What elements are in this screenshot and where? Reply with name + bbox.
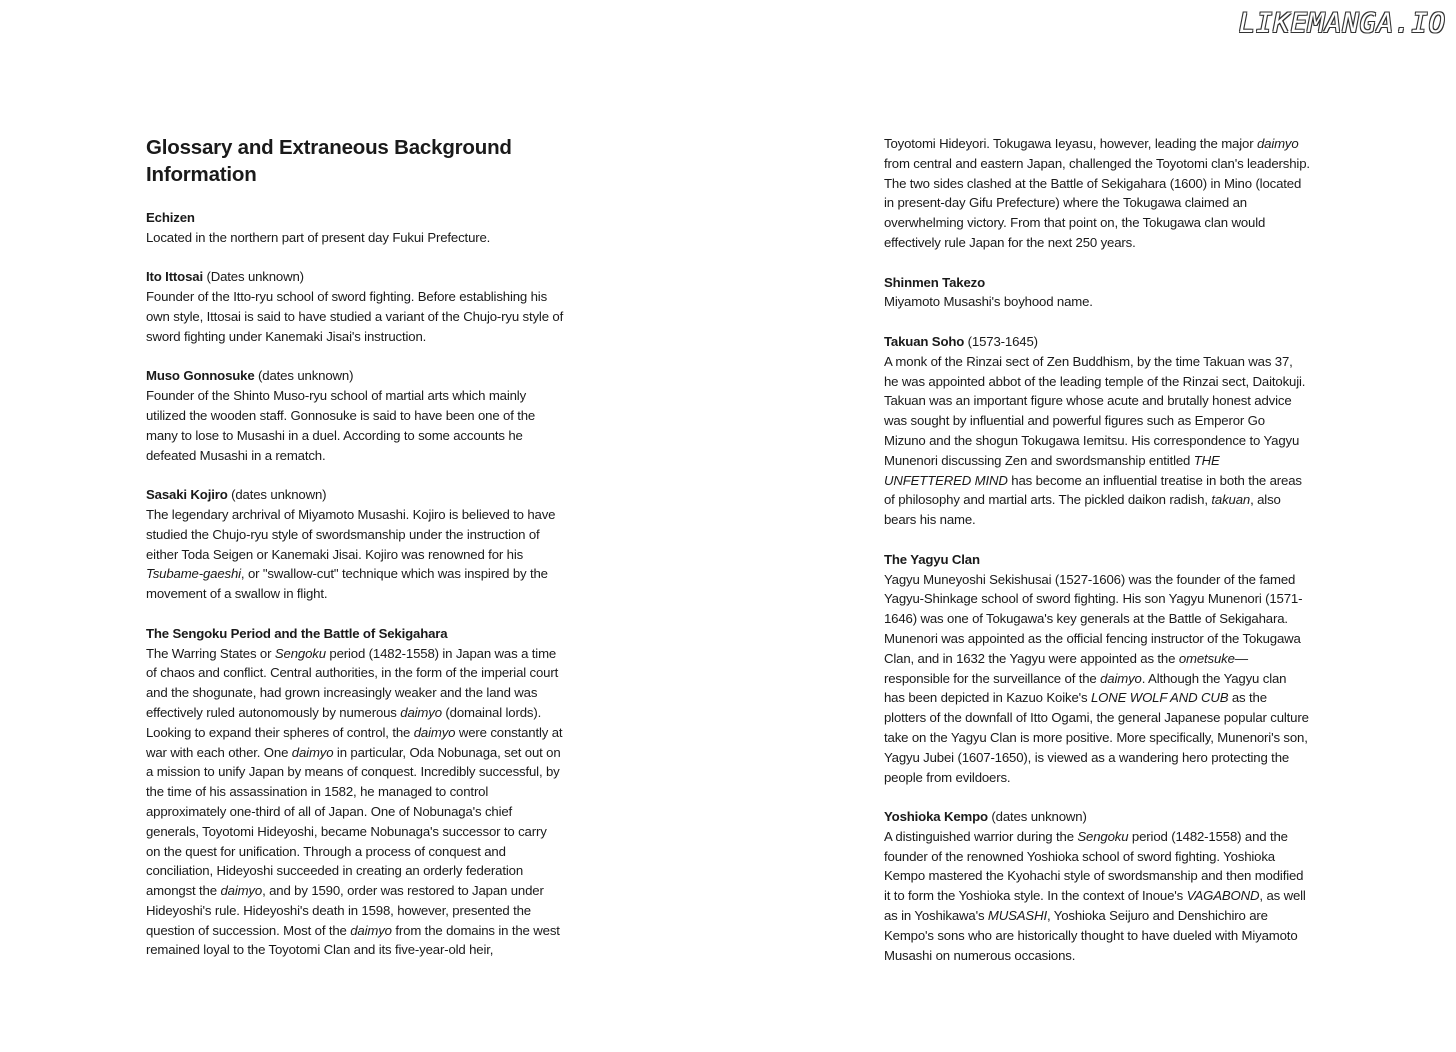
italic-term: Sengoku	[274, 645, 326, 661]
body-segment: were constantly at war with each other. One	[146, 724, 563, 760]
entry-term: The Yagyu Clan	[884, 551, 980, 567]
entry-term: Echizen	[146, 210, 195, 225]
italic-term: Tsubame-gaeshi	[146, 566, 241, 582]
page-title: Glossary and Extraneous Background Information	[146, 136, 512, 186]
body-segment: period (1482-1558) in Japan was a time of chaos and conflict. Central authorities, in the form of the imperial court and the shogunate, had grown increasingly weaker and the land was effectively ruled autonomously by numerous	[146, 645, 559, 720]
italic-term: takuan	[1211, 492, 1251, 508]
glossary-entry	[146, 267, 564, 346]
body-segment: period (1482-1558) and the founder of the renowned Yoshioka school of sword fighting. Yoshioka Kempo mastered the Kyohachi style of swordsmanship and then modified it to form the Yoshioka style. In the context of Inoue's	[884, 828, 1304, 904]
body-segment: Miyamoto Musashi's boyhood name.	[884, 294, 1093, 310]
left-page	[146, 134, 564, 980]
site-watermark: LIKEMANGA.IO	[1238, 8, 1446, 39]
body-segment: , Yoshioka Seijuro and Denshichiro are Kempo's sons who are historically thought to have dueled with Miyamoto Musashi on numerous occasions.	[884, 908, 1298, 963]
entry-body	[884, 570, 1310, 788]
glossary-entry	[884, 550, 1310, 788]
entry-heading	[884, 807, 1310, 827]
body-segment: A distinguished warrior during the	[884, 828, 1078, 844]
entry-term: Shinmen Takezo	[884, 274, 985, 290]
entry-term: Sasaki Kojiro	[146, 487, 228, 503]
entry-body	[146, 644, 564, 961]
entry-heading	[146, 366, 564, 386]
italic-term: Sengoku	[1077, 828, 1129, 844]
italic-term: daimyo	[1256, 136, 1299, 151]
body-segment: The Warring States or	[146, 645, 275, 661]
glossary-entry	[884, 332, 1310, 530]
entry-dates: (dates unknown)	[254, 368, 354, 384]
italic-term: daimyo	[400, 704, 442, 720]
body-segment: , or "swallow-cut" technique which was inspired by the movement of a swallow in flight.	[146, 566, 548, 602]
body-segment: Located in the northern part of present day Fukui Prefecture.	[146, 229, 491, 245]
entry-heading	[146, 267, 564, 287]
entry-dates: (1573-1645)	[964, 333, 1038, 349]
entry-body	[146, 505, 564, 604]
body-segment: —responsible for the surveillance of the	[884, 650, 1248, 686]
entry-term: Ito Ittosai	[146, 269, 203, 285]
entry-heading	[884, 550, 1310, 570]
body-segment: A monk of the Rinzai sect of Zen Buddhism, by the time Takuan was 37, he was appointed abbot of the leading temple of the Rinzai sect, Daitokuji. Takuan was an important figure whose acute and brutally honest advice was sought by influential and powerful figures such as Emperor Go Mizuno and the shogun Tokugawa Iemitsu. His correspondence to Yagyu Munenori discussing Zen and swordsmanship entitled	[884, 353, 1306, 468]
italic-term: daimyo	[413, 724, 456, 740]
entry-body	[884, 827, 1310, 966]
body-segment: from central and eastern Japan, challenged the Toyotomi clan's leadership. The two sides clashed at the Battle of Sekigahara (1600) in Mino (located in present-day Gifu Prefecture) where the Tokugawa claimed an overwhelming victory. From that point on, the Tokugawa clan would effectively rule Japan for the next 250 years.	[884, 155, 1310, 250]
italic-term: THE UNFETTERED MIND	[884, 452, 1220, 488]
body-segment: Yagyu Muneyoshi Sekishusai (1527-1606) was the founder of the famed Yagyu-Shinkage school of sword fighting. His son Yagyu Munenori (1571-1646) was one of Tokugawa's key generals at the Battle of Sekigahara. Munenori was appointed as the official fencing instructor of the Tokugawa Clan, and in 1632 the Yagyu were appointed as the	[884, 571, 1303, 666]
glossary-entry	[884, 273, 1310, 313]
body-segment: in particular, Oda Nobunaga, set out on a mission to unify Japan by means of conquest. Incredibly successful, by the time of his assassination in 1582, he managed to control approximately one-third of all of Japan. One of Nobunaga's chief generals, Toyotomi Hideyoshi, became Nobunaga's successor to carry on the quest for unification. Through a process of conquest and conciliation, Hideyoshi succeeded in creating an orderly federation amongst the	[146, 744, 561, 899]
italic-term: VAGABOND	[1186, 888, 1260, 904]
glossary-entry	[146, 624, 564, 961]
entry-term: Yoshioka Kempo	[884, 809, 988, 825]
glossary-entry	[146, 208, 564, 248]
body-segment: . Although the Yagyu clan has been depicted in Kazuo Koike's	[884, 670, 1287, 706]
entry-body	[884, 352, 1310, 530]
italic-term: LONE WOLF AND CUB	[1090, 690, 1229, 706]
entry-term: Takuan Soho	[884, 333, 965, 349]
entry-body	[884, 292, 1310, 312]
glossary-entry	[884, 807, 1310, 965]
right-page	[884, 134, 1310, 985]
entry-dates: (Dates unknown)	[202, 269, 304, 285]
entry-body	[146, 287, 564, 346]
italic-term: MUSASHI	[987, 908, 1047, 924]
body-segment: has become an influential treatise in both the areas of philosophy and martial arts. The pickled daikon radish,	[884, 472, 1302, 508]
body-segment: Founder of the Itto-ryu school of sword fighting. Before establishing his own style, Ittosai is said to have studied a variant of the Chujo-ryu style of sword fighting under Kanemaki Jisai's instruction.	[146, 289, 564, 344]
italic-term: ometsuke	[1178, 650, 1235, 666]
italic-term: daimyo	[220, 883, 263, 899]
glossary-entry	[146, 485, 564, 604]
entry-dates: (dates unknown)	[227, 487, 327, 503]
italic-term: daimyo	[291, 744, 334, 760]
body-segment: The legendary archrival of Miyamoto Musashi. Kojiro is believed to have studied the Chujo-ryu style of swordsmanship under the instruction of either Toda Seigen or Kanemaki Jisai. Kojiro was renowned for his	[146, 506, 556, 562]
body-segment: as the plotters of the downfall of Itto Ogami, the general Japanese popular culture take on the Yagyu Clan is more positive. More specifically, Munenori's son, Yagyu Jubei (1607-1650), is viewed as a wandering hero protecting the people from evildoers.	[884, 690, 1309, 785]
entry-term: The Sengoku Period and the Battle of Sekigahara	[146, 625, 448, 641]
entry-dates: (dates unknown)	[987, 809, 1087, 825]
italic-term: daimyo	[350, 922, 392, 938]
continued-paragraph	[884, 134, 1310, 253]
glossary-entry	[146, 366, 564, 465]
entry-heading	[146, 624, 564, 644]
body-segment: from the domains in the west remained loyal to the Toyotomi Clan and its five-year-old heir,	[146, 922, 560, 958]
body-segment: , and by 1590, order was restored to Japan under Hideyoshi's rule. Hideyoshi's death in 1598, however, presented the question of succession. Most of the	[146, 883, 544, 938]
entry-term: Muso Gonnosuke	[146, 368, 255, 384]
body-segment: Toyotomi Hideyori. Tokugawa Ieyasu, however, leading the major	[884, 136, 1257, 151]
body-segment: Founder of the Shinto Muso-ryu school of martial arts which mainly utilized the wooden staff. Gonnosuke is said to have been one of the many to lose to Musashi in a duel. According to some accounts he defeated Musashi in a rematch.	[146, 388, 536, 463]
entry-body	[146, 386, 564, 465]
body-segment: , as well as in Yoshikawa's	[884, 888, 1306, 924]
entry-heading	[884, 332, 1310, 352]
entry-heading	[146, 208, 564, 228]
entry-body	[146, 228, 564, 248]
body-segment: (domainal lords). Looking to expand their spheres of control, the	[146, 704, 542, 740]
body-segment: , also bears his name.	[884, 492, 1281, 528]
italic-term: daimyo	[1100, 670, 1142, 686]
entry-heading	[884, 273, 1310, 293]
entry-heading	[146, 485, 564, 505]
